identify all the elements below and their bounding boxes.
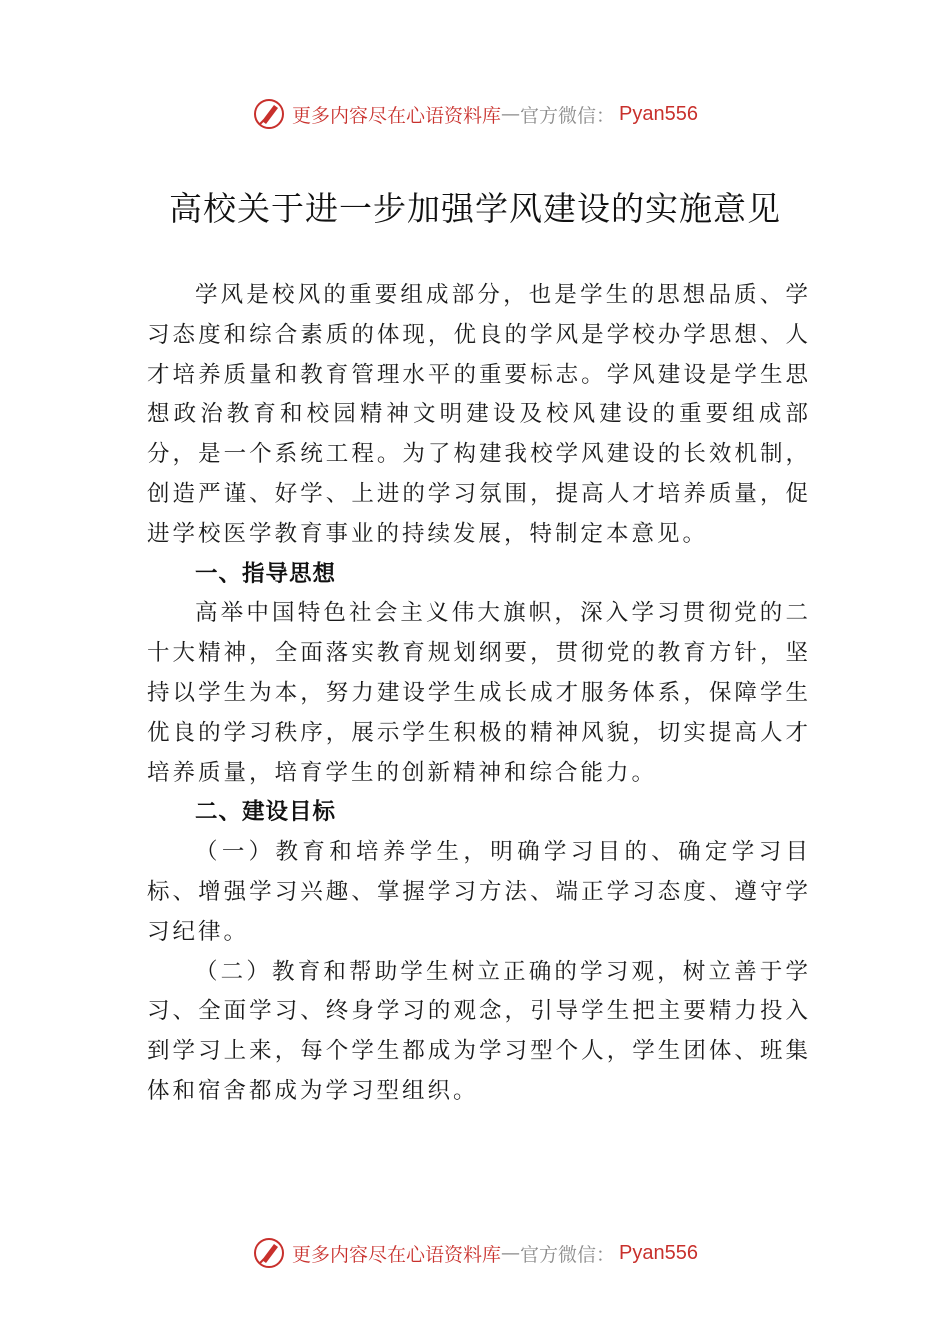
wechat-id: Pyan556 — [619, 102, 698, 125]
section-paragraph: 高举中国特色社会主义伟大旗帜，深入学习贯彻党的二十大精神，全面落实教育规划纲要，贯彻党的教育方针，坚持以学生为本，努力建设学生成长成才服务体系，保障学生优良的学习秩序，展示学生积极的精神风貌，切实提高人才培养质量，培育学生的创新精神和综合能力。 — [147, 600, 811, 786]
pen-nib-logo-icon — [252, 97, 286, 131]
wechat-label: 官方微信： — [520, 1243, 616, 1266]
document-body — [147, 276, 811, 1112]
section-heading-goals: 二、建设目标 — [195, 799, 337, 826]
wechat-id: Pyan556 — [619, 1241, 698, 1264]
brand-text: 更多内容尽在心语资料库 — [292, 104, 502, 127]
section-paragraph: （二）教育和帮助学生树立正确的学习观，树立善于学习、全面学习、终身学习的观念，引导学生把主要精力投入到学习上来，每个学生都成为学习型个人，学生团体、班集体和宿舍都成为学习型组织。 — [147, 958, 811, 1104]
brand-separator: — — [501, 103, 521, 125]
brand-text: 更多内容尽在心语资料库 — [292, 1243, 502, 1266]
footer-watermark — [0, 1233, 950, 1273]
document-title: 高校关于进一步加强学风建设的实施意见 — [169, 189, 781, 228]
header-watermark — [0, 94, 950, 134]
brand-separator: — — [501, 1242, 521, 1264]
intro-paragraph: 学风是校风的重要组成部分，也是学生的思想品质、学习态度和综合素质的体现，优良的学风是学校办学思想、人才培养质量和教育管理水平的重要标志。学风建设是学生思想政治教育和校园精神文明建设及校风建设的重要组成部分，是一个系统工程。为了构建我校学风建设的长效机制， 创造严谨、好学、上进的学习氛围，提高人才培养质量，促进学校医学教育事业的持续发展，特制定本意见。 — [147, 282, 811, 547]
section-paragraph: （一）教育和培养学生，明确学习目的、确定学习目标、增强学习兴趣、掌握学习方法、端正学习态度、遵守学习纪律。 — [147, 839, 811, 945]
wechat-label: 官方微信： — [520, 104, 616, 127]
pen-nib-logo-icon — [252, 1236, 286, 1270]
section-heading-guiding-ideology: 一、指导思想 — [195, 560, 337, 587]
